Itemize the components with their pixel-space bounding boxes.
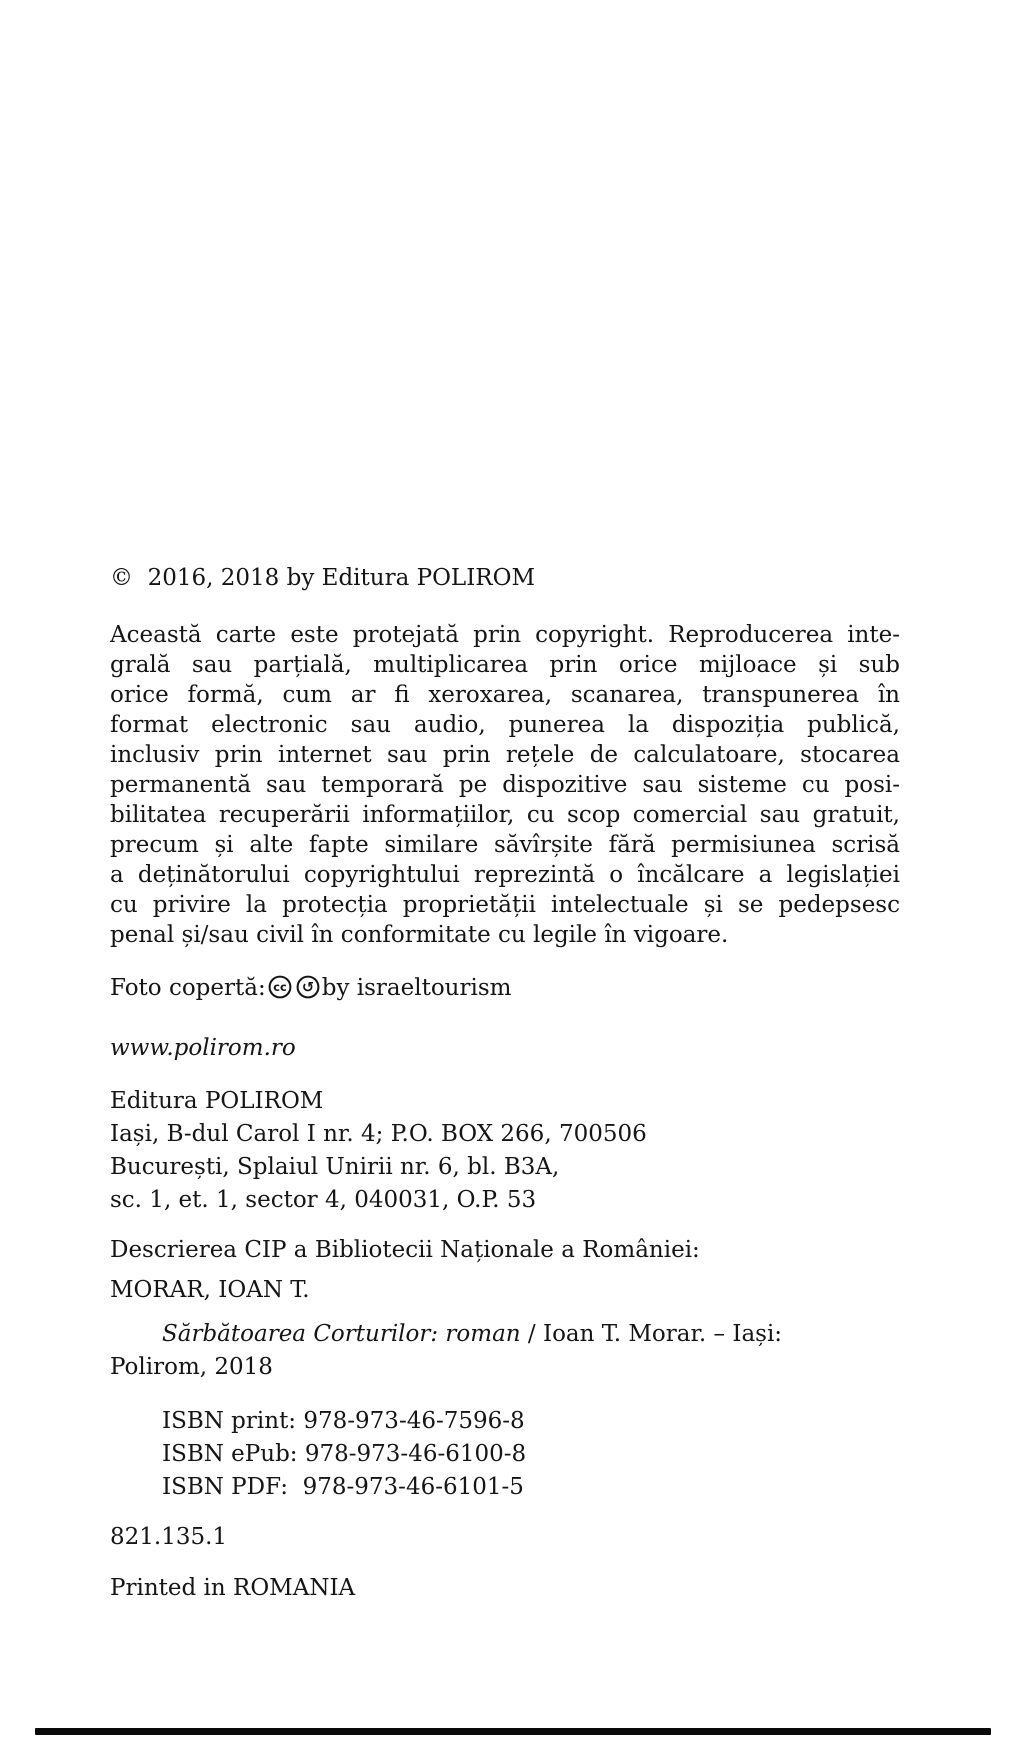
cip-description-heading: Descrierea CIP a Bibliotecii Naționale a României: [110,1237,700,1263]
book-title: Sărbătoarea Corturilor: roman [162,1321,521,1347]
cover-photo-credit-text: by israeltourism [321,975,512,1001]
sharealike-icon [295,974,321,1008]
isbn-list [110,1405,900,1504]
udc-classification-code: 821.135.1 [110,1524,228,1550]
isbn-epub: ISBN ePub: 978-973-46-6100-8 [162,1441,527,1467]
publisher-website: www.polirom.ro [110,1035,296,1061]
isbn-pdf: ISBN PDF: 978-973-46-6101-5 [162,1474,524,1500]
license-paragraph-line: grală sau parțială, multiplicarea prin orice mijloace și sub [110,652,900,678]
cip-title-indent [110,1321,162,1347]
publisher-address-line: sc. 1, et. 1, sector 4, 040031, O.P. 53 [110,1187,537,1213]
license-paragraph-line: cu privire la protecția proprietății intelectuale și se pedepsesc [110,892,900,918]
publisher-address-line: Iași, B-dul Carol I nr. 4; P.O. BOX 266, 700506 [110,1121,647,1147]
license-paragraph-line: penal și/sau civil în conformitate cu legile în vigoare. [110,922,729,948]
cip-author: MORAR, IOAN T. [110,1277,310,1303]
cip-title-line [110,1318,900,1351]
license-paragraph-line: a deținătorului copyrightului reprezintă o încălcare a legislației [110,862,900,888]
license-paragraph-line: inclusiv prin internet sau prin rețele de calculatoare, stocarea [110,742,900,768]
publisher-address-block [110,1085,900,1217]
publisher-address-line: București, Splaiul Unirii nr. 6, bl. B3A, [110,1154,560,1180]
sharealike-icon-glyph: ↺ [301,978,314,996]
page-scan-edge-artifact [35,1728,991,1735]
creative-commons-icon [267,974,293,1008]
copyright-notice: © 2016, 2018 by Editura POLIROM [110,565,536,591]
publisher-name: Editura POLIROM [110,1088,324,1114]
license-paragraph-line: format electronic sau audio, punerea la dispoziția publică, [110,712,900,738]
license-paragraph [110,620,900,950]
isbn-print: ISBN print: 978-973-46-7596-8 [162,1408,525,1434]
cover-photo-credit [110,973,900,1008]
printed-in-line: Printed in ROMANIA [110,1575,356,1601]
cover-photo-label: Foto copertă: [110,975,266,1001]
license-paragraph-line: permanentă sau temporară pe dispozitive sau sisteme cu posi- [110,772,900,798]
license-paragraph-line: orice formă, cum ar fi xeroxarea, scanarea, transpunerea în [110,682,900,708]
cip-title-line2: Polirom, 2018 [110,1354,273,1380]
cip-title-rest: / Ioan T. Morar. – Iași: [520,1321,783,1347]
colophon-content [110,563,900,1603]
license-paragraph-line: bilitatea recuperării informațiilor, cu scop comercial sau gratuit, [110,802,900,828]
cip-title-entry [110,1318,900,1384]
license-paragraph-line: Această carte este protejată prin copyright. Reproducerea inte- [110,622,900,648]
license-paragraph-line: precum și alte fapte similare săvîrșite fără permisiunea scrisă [110,832,900,858]
cc-icon-glyph: cc [272,979,287,994]
